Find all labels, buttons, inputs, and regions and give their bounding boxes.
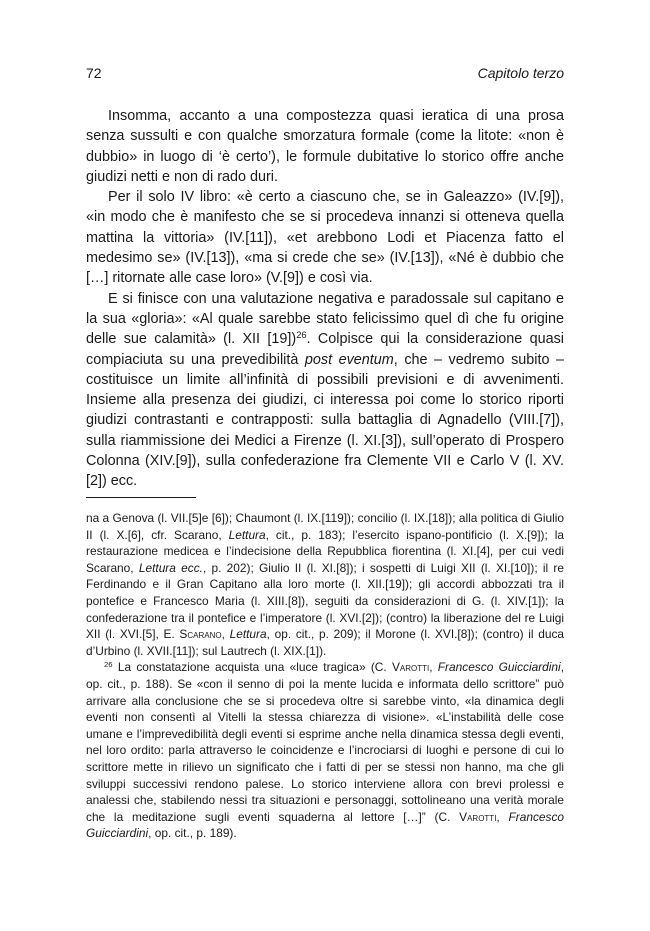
fn26-text-4: ,	[496, 809, 509, 824]
fn25-text-5: , op. cit., p. 209); il Morone (l. XVI.[8]); (contro) il duca d’Urbino (l. XVII.[11]); sul Lautrech (l. XIX.[1]).	[86, 627, 565, 658]
main-text	[86, 106, 564, 492]
fn26-author-2: Varotti	[459, 809, 497, 824]
fn25-author-1: Scarano	[179, 627, 222, 642]
fn26-text-2: ,	[429, 660, 438, 675]
fn26-author-1: Varotti	[391, 660, 430, 675]
paragraph-1: Insomma, accanto a una compostezza quasi ieratica di una prosa senza sussulti e con qualche smorzatura formale (come la litote: «non è dubbio» in luogo di ‘è certo’), le formule dubitative lo storico offre anche giudizi netti e non di rado duri.	[86, 108, 564, 185]
footnote-separator	[86, 497, 196, 498]
chapter-title: Capitolo terzo	[477, 65, 564, 81]
footnote-ref-26[interactable]: 26	[296, 330, 307, 341]
paragraph-3	[86, 289, 564, 492]
fn26-italic-2: Francesco Guicciardini	[86, 809, 565, 841]
footnote-26	[86, 659, 564, 842]
fn25-text-2: , cit., p. 183); l’esercito ispano-pontificio (l. X.[9]); la restaurazione medicea e l’indecisione della Repubblica fiorentina (l. XI.[4], per cui vedi Scarano,	[86, 527, 564, 575]
fn26-text-1: La constatazione acquista una «luce tragica» (C.	[112, 660, 392, 675]
footnote-26-number: 26	[104, 660, 113, 670]
fn25-italic-1: Lettura	[228, 527, 266, 542]
paragraph-3-emphasis: post eventum	[304, 351, 394, 368]
fn26-text-5: , op. cit., p. 189).	[148, 826, 237, 841]
fn26-text-3: , op. cit., p. 188). Se «con il senno di poi la mente lucida e informata dello scrittore” può arrivare alla conclusione che se si procedeva oltre si sarebbe vinto, «la dinamica degli eventi non consentì al Vitelli la stessa chiarezza di visione». «L’instabilità delle cose umane e l’imprevedibilità degli eventi si esprime anche nella dinamica stessa degli eventi, nel loro ordito: parla attraverso le coincidenze e l’incrociarsi di luoghi e persone di cui lo scrittore mette in rilievo un significato che i fatti di per se stessi non hanno, ma che gli sviluppi successivi rendono palese. Lo storico interviene allora con brevi prolessi e analessi che, stabilendo nessi tra situazioni e personaggi, sottolineano una verità morale che la meditazione sugli eventi squaderna al lettore […]” (C.	[86, 660, 564, 824]
fn25-text-4: ,	[221, 627, 230, 642]
fn25-text-1: na a Genova (l. VII.[5]e [6]); Chaumont (l. IX.[119]); concilio (l. IX.[18]); alla politica di Giulio II (l. X.[6], cfr. Scarano,	[86, 511, 564, 542]
fn25-text-3: , p. 202); Giulio II (l. XI.[8]); i sospetti di Luigi XII (l. XI.[10]); il re Ferdinando e il Gran Capitano alla loro morte (l. XII.[19]); gli accordi abbozzati tra il pontefice e Francesco Maria (l. XIII.[8]), seguiti da considerazioni di G. (l. XIV.[1]); la confederazione tra il pontefice e l’imperatore (l. XVI.[2]); (contro) la liberazione del re Luigi XII (l. XVI.[5], E.	[86, 560, 564, 642]
fn25-italic-3: Lettura	[229, 627, 267, 642]
running-head	[86, 65, 564, 83]
paragraph-3-text-c: , che – vedremo subito – costituisce un limite all’infinità di possibili previsioni e di avvenimenti. Insieme alla presenza dei giudizi, ci interessa poi come lo storico riporti giudizi contrastanti e contrapposti: sulla battaglia di Agnadello (VIII.[7]), sulla riammissione dei Medici a Firenze (l. XI.[3]), sull’operato di Prospero Colonna (XIV.[9]), sulla confederazione fra Clemente VII e Carlo V (l. XV.[2]) ecc.	[86, 351, 564, 490]
page-number: 72	[86, 65, 102, 81]
paragraph-2: Per il solo IV libro: «è certo a ciascuno che, se in Galeazzo» (IV.[9]), «in modo che è manifesto che se si procedeva innanzi si otteneva quella mattina la vittoria» (IV.[11]), «et arebbono Lodi et Piacenza fatto el medesimo se» (IV.[13]), «ma si crede che se» (IV.[13]), «Né è dubbio che […] ritornate alle case loro» (V.[9]) e così via.	[86, 189, 564, 287]
fn25-italic-2: Lettura ecc.	[138, 560, 203, 575]
footnote-25-continuation	[86, 510, 564, 659]
paragraph-3-text-b: . Colpisce qui la considerazione quasi compiaciuta su una prevedibilità	[86, 331, 564, 368]
paragraph-3-text-a: E si finisce con una valutazione negativa e paradossale sul capitano e la sua «gloria»: «Al quale sarebbe stato felicissimo quel dì che fu origine delle sue calamità» (l. XII [19])	[86, 290, 564, 348]
fn26-italic-1: Francesco Guicciardini	[437, 660, 561, 675]
footnotes	[86, 510, 564, 842]
